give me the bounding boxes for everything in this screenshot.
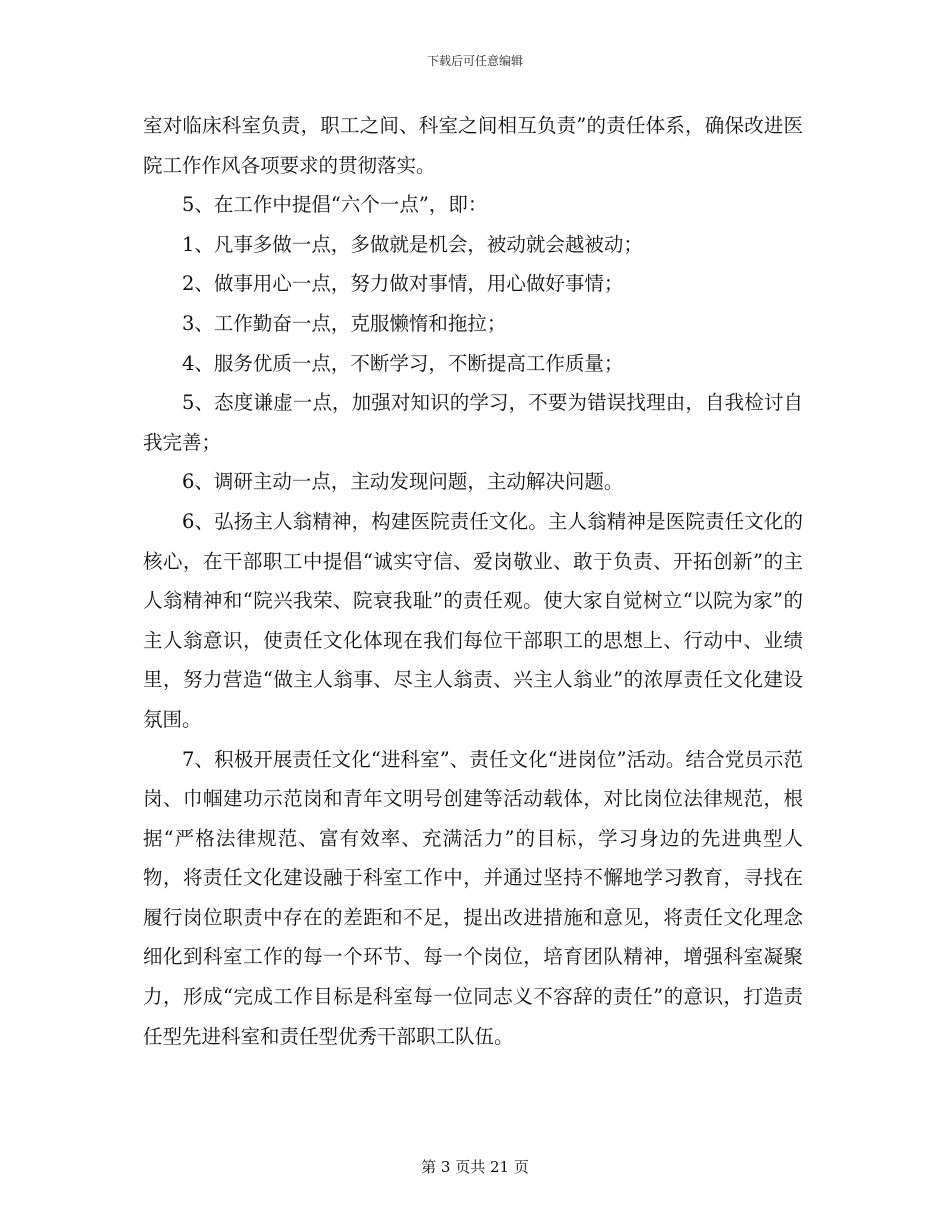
paragraph-item-5-heading: 5、在工作中提倡“六个一点”，即： xyxy=(182,193,488,217)
paragraph-item-7: 7、积极开展责任文化“进科室”、责任文化“进岗位”活动。结合党员示范岗、巾帼建功示范岗和青年文明号创建等活动载体，对比岗位法律规范，根据“严格法律规范、富有效率、充满活力”的目标，学习身边的先进典型人物，将责任文化建设融于科室工作中，并通过坚持不懈地学习教育，寻找在履行岗位职责中存在的差距和不足，提出改进措施和意见，将责任文化理念细化到科室工作的每一个环节、每一个岗位，培育团队精神，增强科室凝聚力，形成“完成工作目标是科室每一位同志义不容辞的责任”的意识，打造责任型先进科室和责任型优秀干部职工队伍。 xyxy=(143,747,803,1048)
list-item: 2、做事用心一点，努力做对事情，用心做好事情； xyxy=(182,272,624,296)
list-item: 6、调研主动一点，主动发现问题，主动解决问题。 xyxy=(182,470,624,494)
list-item: 4、服务优质一点，不断学习，不断提高工作质量； xyxy=(182,351,624,375)
page-header: 下载后可任意编辑 xyxy=(426,54,523,68)
list-item: 1、凡事多做一点，多做就是机会，被动就会越被动； xyxy=(182,232,643,256)
document-body xyxy=(143,106,803,1056)
list-item: 3、工作勤奋一点，克服懒惰和拖拉； xyxy=(182,311,507,335)
paragraph-item-6: 6、弘扬主人翁精神，构建医院责任文化。主人翁精神是医院责任文化的核心，在干部职工中提倡“诚实守信、爱岗敬业、敢于负责、开拓创新”的主人翁精神和“院兴我荣、院衰我耻”的责任观。使大家自觉树立“以院为家”的主人翁意识，使责任文化体现在我们每位干部职工的思想上、行动中、业绩里，努力营造“做主人翁事、尽主人翁责、兴主人翁业”的浓厚责任文化建设氛围。 xyxy=(143,509,803,731)
list-item: 5、态度谦虚一点，加强对知识的学习，不要为错误找理由，自我检讨自我完善； xyxy=(143,391,803,454)
paragraph-continuation: 室对临床科室负责，职工之间、科室之间相互负责”的责任体系，确保改进医院工作作风各项要求的贯彻落实。 xyxy=(143,114,803,177)
page-footer: 第 3 页共 21 页 xyxy=(421,1158,529,1176)
